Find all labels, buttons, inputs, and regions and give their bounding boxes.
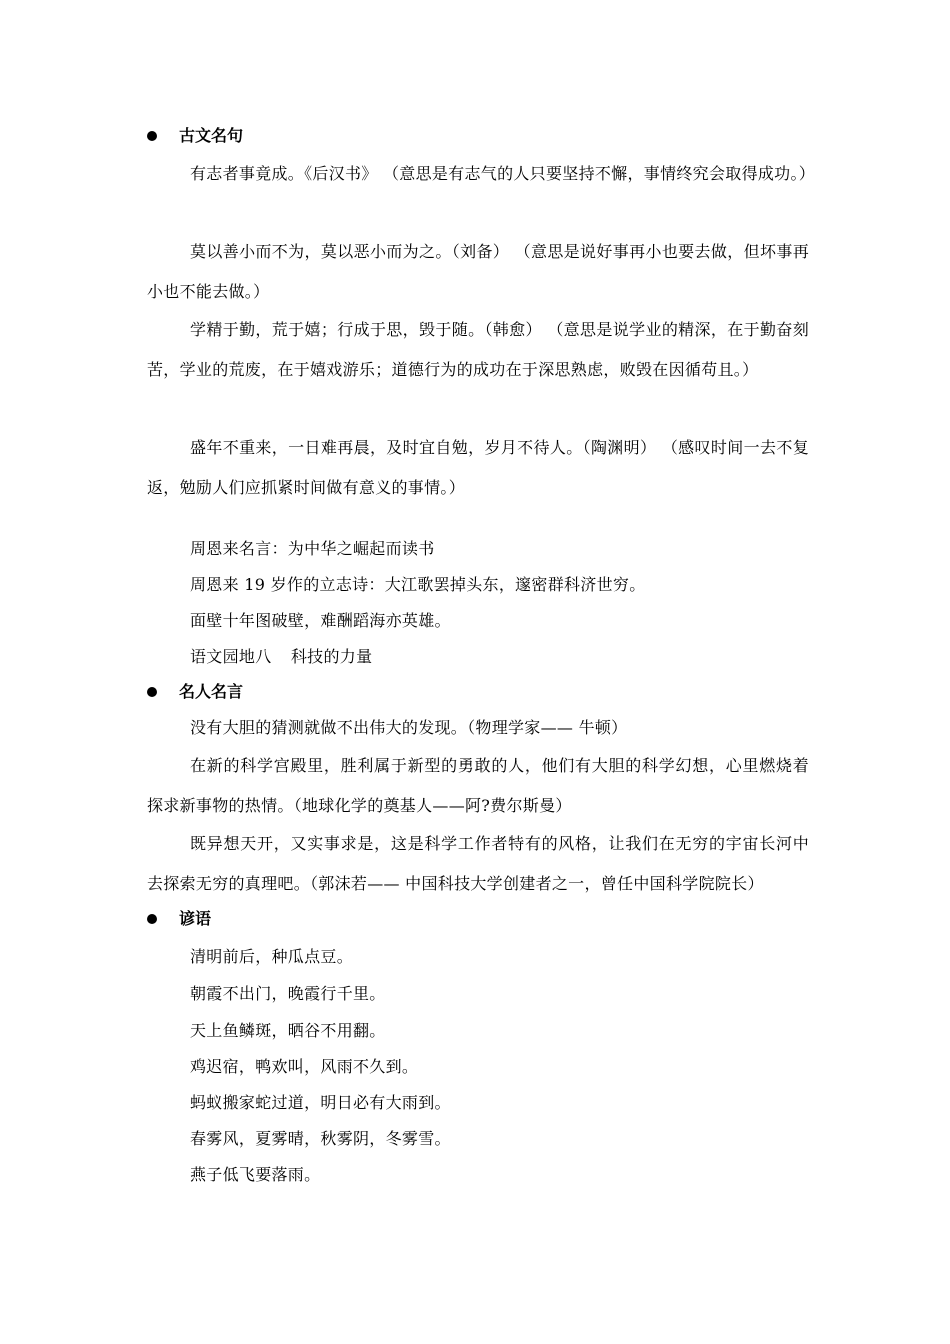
zhou-line-3: 面壁十年图破壁，难酬蹈海亦英雄。 [190, 611, 451, 630]
ancient-quote-2: 莫以善小而不为，莫以恶小而为之。（刘备） （意思是说好事再小也要去做，但坏事再小也不能去做。） [147, 242, 809, 301]
bullet-icon [147, 131, 157, 141]
ancient-quote-1: 有志者事竟成。《后汉书》 （意思是有志气的人只要坚持不懈，事情终究会取得成功。） [190, 164, 816, 183]
zhou-line-2: 周恩来 19 岁作的立志诗：大江歌罢掉头东，邃密群科济世穷。 [190, 575, 646, 594]
proverb-7: 燕子低飞要落雨。 [190, 1165, 321, 1184]
famous-quote-1: 没有大胆的猜测就做不出伟大的发现。（物理学家—— 牛顿） [190, 718, 628, 737]
famous-quote-3: 既异想天开，又实事求是，这是科学工作者特有的风格，让我们在无穷的宇宙长河中去探索无穷的真理吧。（郭沫若—— 中国科技大学创建者之一，曾任中国科学院院长） [147, 834, 809, 893]
ancient-quote-3: 学精于勤，荒于嬉；行成于思，毁于随。（韩愈） （意思是说学业的精深，在于勤奋刻苦，学业的荒废，在于嬉戏游乐；道德行为的成功在于深思熟虑，败毁在因循苟且。） [147, 320, 809, 379]
proverb-4: 鸡迟宿，鸭欢叫，风雨不久到。 [190, 1057, 419, 1076]
proverb-5: 蚂蚁搬家蛇过道，明日必有大雨到。 [190, 1093, 451, 1112]
section-heading-text: 谚语 [179, 909, 212, 928]
section-heading-text: 名人名言 [179, 682, 244, 701]
ancient-quote-4: 盛年不重来，一日难再晨，及时宜自勉，岁月不待人。（陶渊明） （感叹时间一去不复返，勉励人们应抓紧时间做有意义的事情。） [147, 438, 809, 497]
proverb-1: 清明前后，种瓜点豆。 [190, 947, 354, 966]
unit-title: 语文园地八 科技的力量 [190, 647, 373, 666]
bullet-icon [147, 914, 157, 924]
famous-quote-2: 在新的科学宫殿里，胜利属于新型的勇敢的人，他们有大胆的科学幻想，心里燃烧着探求新事物的热情。（地球化学的奠基人——阿?费尔斯曼） [147, 756, 809, 815]
proverb-6: 春雾风，夏雾晴，秋雾阴，冬雾雪。 [190, 1129, 451, 1148]
section-heading-text: 古文名句 [179, 126, 244, 145]
proverb-2: 朝霞不出门，晚霞行千里。 [190, 984, 386, 1003]
proverb-3: 天上鱼鳞斑，晒谷不用翻。 [190, 1021, 386, 1040]
bullet-icon [147, 687, 157, 697]
zhou-line-1: 周恩来名言：为中华之崛起而读书 [190, 539, 435, 558]
